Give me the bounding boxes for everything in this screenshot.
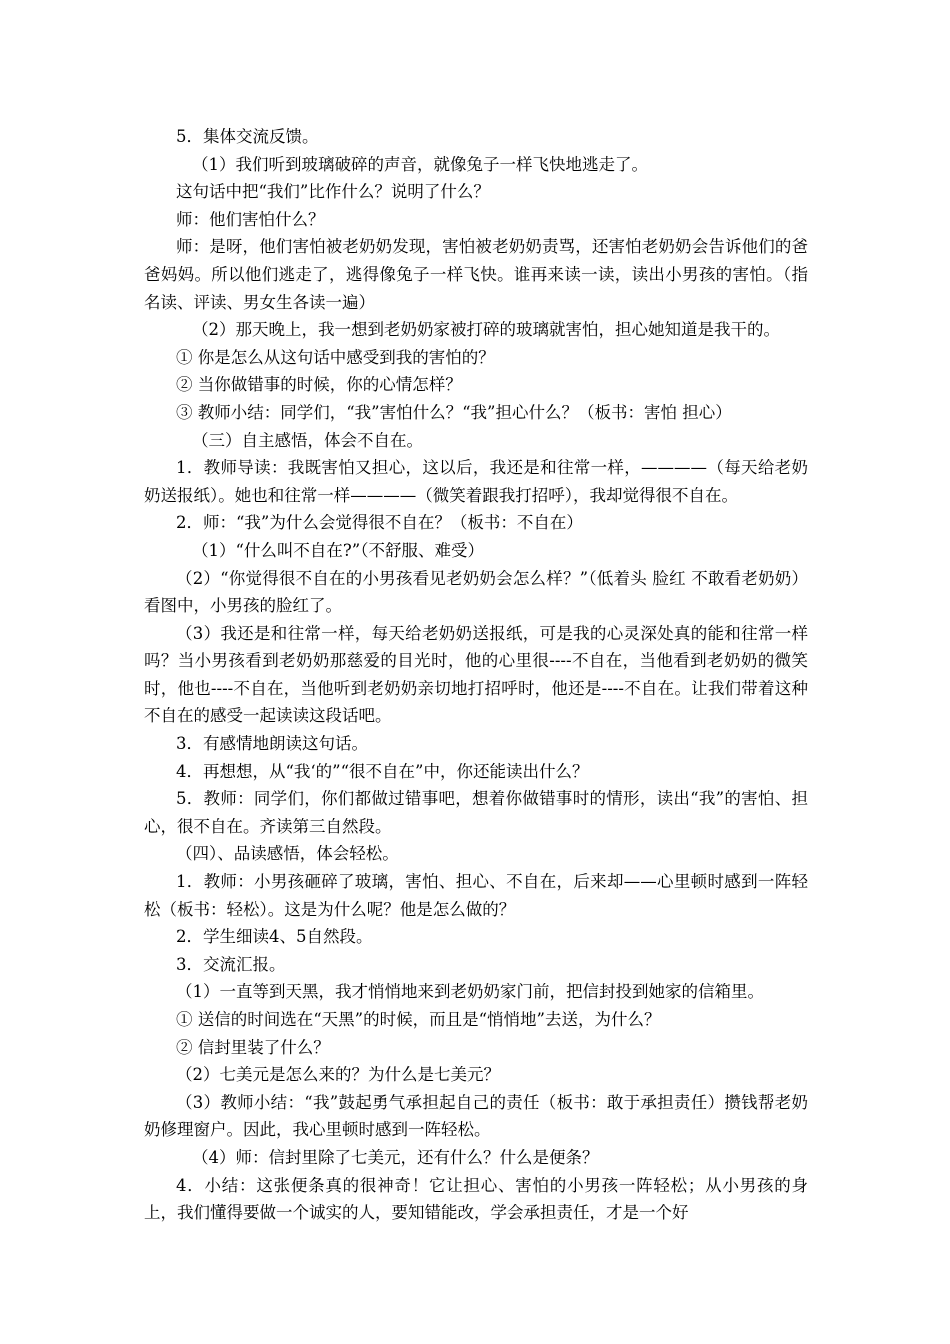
paragraph: 2．学生细读4、5自然段。 — [176, 927, 373, 947]
section-heading: （三）自主感悟，体会不自在。 — [192, 430, 423, 450]
paragraph: 师：是呀，他们害怕被老奶奶发现，害怕被老奶奶责骂，还害怕老奶奶会告诉他们的爸爸妈妈。所以他们逃走了，逃得像兔子一样飞快。谁再来读一读，读出小男孩的害怕。（指名读、评读、男女生各读一遍） — [144, 237, 808, 312]
paragraph: 这句话中把“我们”比作什么？说明了什么？ — [176, 182, 490, 202]
paragraph: ① 送信的时间选在“天黑”的时候，而且是“悄悄地”去送，为什么？ — [176, 1010, 661, 1029]
paragraph: （3）我还是和往常一样，每天给老奶奶送报纸，可是我的心灵深处真的能和往常一样吗？当小男孩看到老奶奶那慈爱的目光时，他的心里很----不自在，当他看到老奶奶的微笑时，他也----不自在，当他听到老奶奶亲切地打招呼时，他还是----不自在。让我们带着这种不自在的感受一起读读这段话吧。 — [144, 623, 808, 726]
paragraph: （1）一直等到天黑，我才悄悄地来到老奶奶家门前，把信封投到她家的信箱里。 — [176, 982, 764, 1002]
paragraph: 3．有感情地朗读这句话。 — [176, 734, 368, 754]
paragraph: 4．再想想，从“我‘的”“很不自在”中，你还能读出什么？ — [176, 761, 589, 781]
paragraph: 3．交流汇报。 — [176, 954, 286, 974]
document-body — [144, 123, 808, 1227]
paragraph: ① 你是怎么从这句话中感受到我的害怕的？ — [176, 347, 495, 367]
paragraph: 1．教师导读：我既害怕又担心，这以后，我还是和往常一样，————（每天给老奶奶送报纸）。她也和往常一样————（微笑着跟我打招呼），我却觉得很不自在。 — [144, 458, 808, 505]
paragraph: （2）七美元是怎么来的？为什么是七美元？ — [176, 1065, 500, 1085]
paragraph: （4）师：信封里除了七美元，还有什么？什么是便条？ — [192, 1147, 599, 1167]
paragraph: 4．小结：这张便条真的很神奇！它让担心、害怕的小男孩一阵轻松；从小男孩的身上，我们懂得要做一个诚实的人，要知错能改，学会承担责任，才是一个好 — [144, 1175, 808, 1223]
paragraph: 2．师：“我”为什么会觉得很不自在？（板书：不自在） — [176, 513, 583, 533]
paragraph: （2）那天晚上，我一想到老奶奶家被打碎的玻璃就害怕，担心她知道是我干的。 — [192, 320, 780, 340]
paragraph: （3）教师小结：“我”鼓起勇气承担起自己的责任（板书：敢于承担责任）攒钱帮老奶奶修理窗户。因此，我心里顿时感到一阵轻松。 — [144, 1092, 808, 1140]
paragraph: ② 当你做错事的时候，你的心情怎样？ — [176, 375, 462, 395]
paragraph: 师：他们害怕什么？ — [176, 209, 325, 229]
paragraph: ③ 教师小结：同学们，“我”害怕什么？“我”担心什么？（板书：害怕 担心） — [176, 402, 732, 422]
paragraph: 5．教师：同学们，你们都做过错事吧，想着你做错事时的情形，读出“我”的害怕、担心，很不自在。齐读第三自然段。 — [144, 789, 808, 836]
paragraph: 5．集体交流反馈。 — [176, 127, 319, 146]
paragraph: ② 信封里装了什么？ — [176, 1037, 330, 1057]
paragraph: （1）“什么叫不自在?”（不舒服、难受） — [192, 540, 484, 560]
paragraph: （1）我们听到玻璃破碎的声音，就像兔子一样飞快地逃走了。 — [192, 154, 648, 174]
paragraph: （2）“你觉得很不自在的小男孩看见老奶奶会怎么样？”（低着头 脸红 不敢看老奶奶）看图中，小男孩的脸红了。 — [144, 568, 808, 616]
paragraph: 1．教师：小男孩砸碎了玻璃，害怕、担心、不自在，后来却——心里顿时感到一阵轻松（板书：轻松）。这是为什么呢？他是怎么做的？ — [144, 872, 808, 919]
section-heading: （四）、品读感悟，体会轻松。 — [176, 844, 399, 864]
